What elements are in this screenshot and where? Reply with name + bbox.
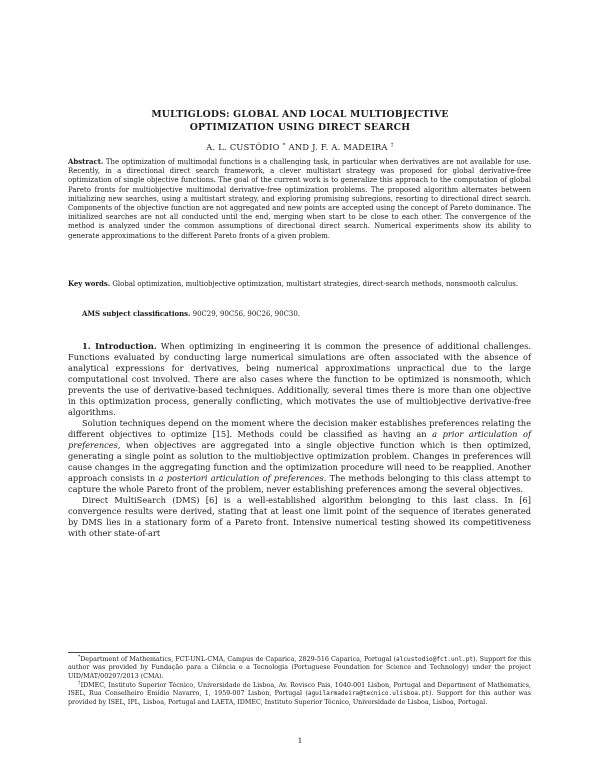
title-line-1: MULTIGLODS: GLOBAL AND LOCAL MULTIOBJECTIVE	[151, 109, 449, 120]
ams-classifications	[82, 309, 531, 319]
author-line	[60, 142, 540, 152]
intro-p2-part-c: . The methods belonging to this class attempt to capture the whole Pareto front of the problem, never establishing preferences among the several objectives.	[68, 473, 532, 495]
abstract	[68, 157, 531, 241]
footnote-2-mark: †	[78, 680, 81, 686]
footnote-divider	[68, 652, 160, 653]
paper-title	[60, 108, 540, 134]
title-line-2: OPTIMIZATION USING DIRECT SEARCH	[189, 122, 411, 133]
footnotes	[68, 656, 531, 708]
footnote-1-text-a: Department of Mathematics, FCT-UNL-CMA, Campus de Caparica, 2829-516 Caparica, Portugal (	[80, 656, 397, 663]
footnote-2-text-a: IDMEC, Instituto Superior Técnico, Universidade de Lisboa, Av. Rovisco Pais, 1040-001 Lisbon, Portugal and Department of Mathematics, ISEL, Rua Conselheiro Emídio Navarro, 1, 1959-007 Lisbon, Portugal (	[68, 681, 531, 698]
author-2: J. F. A. MADEIRA	[312, 142, 388, 152]
abstract-text: The optimization of multimodal functions is a challenging task, in particular when derivatives are not available for use. Recently, in a directional direct search framework, a clever multistart strategy was proposed for global derivative-free optimization of single objective functions. The goal of the current work is to generalize this approach to the computation of global Pareto fronts for multiobjective multimodal derivative-free optimization problems. The proposed algorithm alternates between initializing new searches, using a multistart strategy, and exploring promising subregions, resorting to directional direct search. Components of the objective function are not aggregated and new points are accepted using the concept of Pareto dominance. The initialized searches are not all conducted until the end, merging when start to be close to each other. The convergence of the method is analyzed under the common assumptions of directional direct search. Numerical experiments show its ability to generate approximations to the different Pareto fronts of a given problem.	[68, 158, 531, 240]
intro-p2-emphasis-1: a prior articulation of preferences	[68, 429, 532, 451]
keywords	[68, 279, 531, 289]
footnote-2	[68, 682, 531, 707]
section-introduction	[68, 341, 531, 539]
ams-heading: AMS subject classifications.	[82, 309, 191, 318]
intro-p1-text: When optimizing in engineering it is common the presence of additional challenges. Functions evaluated by conducting large numerical simulations are often associated with the absence of analytical expressions for derivatives, being numerical approximations unpractical due to the large computational cost involved. There are also cases where the function to be optimized is nonsmooth, which prevents the use of derivative-based techniques. Additionally, several times there is more than one objective in this optimization process, generally conflicting, which motivates the use of multiobjective derivative-free algorithms.	[68, 341, 531, 418]
intro-p2-part-a: Solution techniques depend on the moment where the decision maker establishes preferences relating the different objectives to optimize [15]. Methods could be classified as having an	[68, 418, 531, 440]
intro-paragraph-2	[68, 418, 531, 495]
author-2-footnote-mark: †	[390, 142, 394, 149]
footnote-2-email[interactable]: aguilarmadeira@tecnico.ulisboa.pt	[307, 690, 429, 698]
footnote-1	[68, 656, 531, 681]
footnote-1-mark: *	[78, 654, 81, 660]
section-heading: 1. Introduction.	[82, 341, 157, 351]
abstract-heading: Abstract.	[68, 157, 104, 166]
intro-p2-emphasis-2: a posteriori articulation of preferences	[158, 473, 324, 484]
page-number: 1	[297, 736, 303, 745]
footnote-1-email[interactable]: alcustodio@fct.unl.pt	[396, 656, 474, 663]
author-conjunction: AND	[288, 142, 310, 152]
footnote-2-text-b: ). Support for this author was provided by ISEL, IPL, Lisboa, Portugal and LAETA, IDMEC, Instituto Superior Técnico, Universidade de Lisboa, Lisboa, Portugal.	[68, 690, 531, 706]
intro-paragraph-1	[68, 341, 531, 418]
intro-paragraph-3: Direct MultiSearch (DMS) [6] is a well-established algorithm belonging to this last class. In [6] convergence results were derived, stating that at least one limit point of the sequence of iterates generated by DMS lies in a stationary form of a Pareto front. Intensive numerical testing showed its competitiveness with other state-of-art	[68, 495, 531, 539]
keywords-heading: Key words.	[68, 279, 111, 288]
keywords-text: Global optimization, multiobjective optimization, multistart strategies, direct-search methods, nonsmooth calculus.	[112, 280, 519, 288]
author-1-footnote-mark: *	[282, 142, 286, 149]
footnote-1-text-b: ). Support for this author was provided by Fundação para a Ciência e a Tecnologia (Portuguese Foundation for Science and Technology) under the project UID/MAT/00297/2013 (CMA).	[68, 656, 531, 680]
ams-text: 90C29, 90C56, 90C26, 90C30.	[192, 310, 300, 318]
author-1: A. L. CUSTÓDIO	[206, 142, 280, 152]
intro-p2-part-b: , when objectives are aggregated into a single objective function which is then optimized, generating a single point as solution to the multiobjective optimization problem. Changes in preferences will cause changes in the aggregating function and the optimization procedure will need to be reapplied. Another approach consists in	[68, 440, 531, 484]
